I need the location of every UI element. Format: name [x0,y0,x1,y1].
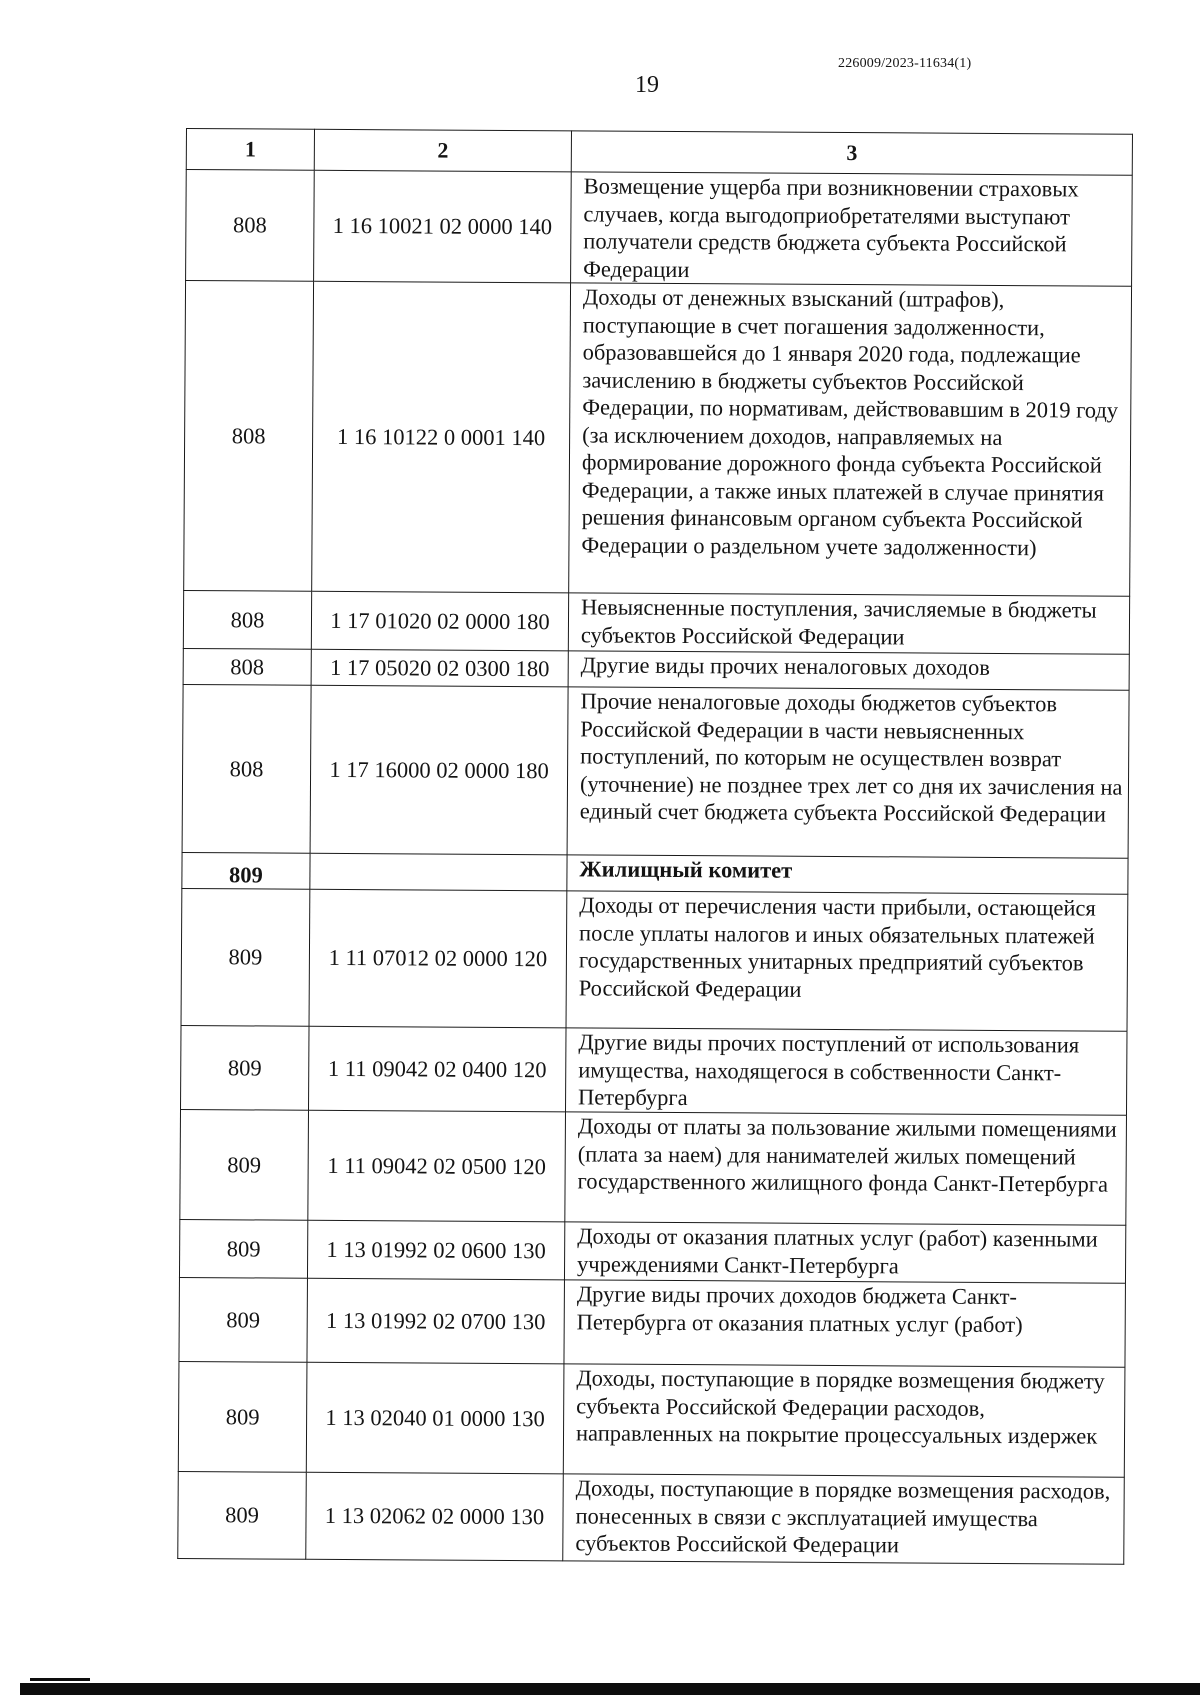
admin-code-cell: 809 [178,1361,307,1472]
description-cell: Прочие неналоговые доходы бюджетов субъектов Российской Федерации в части невыясненных поступлений, по которым не осуществлен возврат (уточнение) не позднее трех лет со дня их зачисления на единый счет бюджета субъекта Российской Федерации [567,687,1129,858]
table-row [182,684,1129,858]
budget-code-cell: 1 16 10122 0 0001 140 [312,281,571,593]
admin-code-cell: 809 [182,852,310,889]
column-header-3: 3 [571,131,1132,175]
description-cell: Доходы от перечисления части прибыли, остающейся после уплаты налогов и иных обязательных платежей государственных унитарных предприятий субъектов Российской Федерации [566,891,1128,1031]
table-row [178,1361,1125,1477]
admin-code-cell: 809 [179,1219,307,1278]
budget-code-cell: 1 13 02062 02 0000 130 [306,1472,564,1561]
description-cell: Доходы от платы за пользование жилыми помещениями (плата за наем) для нанимателей жилых помещений государственного жилищного фонда Санкт-Петербурга [565,1112,1127,1225]
budget-code-cell [310,853,567,891]
budget-code-cell: 1 13 02040 01 0000 130 [306,1362,564,1474]
description-cell: Невыясненные поступления, зачисляемые в бюджеты субъектов Российской Федерации [568,593,1129,654]
table-header-row [186,129,1132,176]
description-cell: Возмещение ущерба при возникновении страховых случаев, когда выгодоприобретателями выступают получатели средств бюджета субъекта Российской Федерации [571,172,1133,286]
table-row [181,888,1128,1031]
revenue-codes-table [177,128,1133,1565]
table-row [186,170,1133,287]
admin-code-cell: 808 [182,684,311,853]
budget-code-cell: 1 11 09042 02 0500 120 [308,1110,566,1222]
table-row [178,1471,1125,1564]
table-row [183,590,1129,654]
table-row [184,281,1132,597]
budget-code-cell: 1 11 07012 02 0000 120 [309,889,567,1028]
budget-code-cell: 1 17 16000 02 0000 180 [310,685,568,855]
description-cell: Доходы, поступающие в порядке возмещения бюджету субъекта Российской Федерации расходов, направленных на покрытие процессуальных издержек [563,1364,1125,1477]
page-number: 19 [635,72,659,98]
admin-code-cell: 808 [186,170,315,282]
budget-code-cell: 1 13 01992 02 0600 130 [307,1220,564,1280]
revenue-codes-table-wrapper [177,128,1132,1565]
admin-code-cell: 809 [180,1109,309,1220]
description-cell: Другие виды прочих поступлений от использования имущества, находящегося в собственности Санкт-Петербурга [565,1028,1127,1115]
budget-code-cell: 1 17 01020 02 0000 180 [311,591,568,651]
budget-code-cell: 1 16 10021 02 0000 140 [314,170,572,283]
admin-code-cell: 809 [181,1025,310,1110]
admin-code-cell: 808 [183,648,311,685]
admin-code-cell: 809 [178,1471,307,1559]
description-cell: Другие виды прочих неналоговых доходов [568,651,1129,690]
scan-edge-bar [20,1683,1200,1695]
budget-code-cell: 1 11 09042 02 0400 120 [309,1026,567,1112]
section-header-row [182,852,1128,894]
description-cell: Доходы от оказания платных услуг (работ) казенными учреждениями Санкт-Петербурга [564,1222,1125,1283]
description-cell: Другие виды прочих доходов бюджета Санкт-Петербурга от оказания платных услуг (работ) [564,1280,1126,1367]
table-row [180,1109,1127,1225]
description-cell: Доходы, поступающие в порядке возмещения расходов, понесенных в связи с эксплуатацией имущества субъектов Российской Федерации [563,1474,1125,1564]
description-cell: Доходы от денежных взысканий (штрафов), поступающие в счет погашения задолженности, образовавшейся до 1 января 2020 года, подлежащие зачислению в бюджеты субъектов Российской Федерации, по нормативам, действовавшим в 2019 году (за исключением доходов, направляемых на формирование дорожного фонда субъекта Российской Федерации, а также иных платежей в случае принятия решения финансовым органом субъекта Российской Федерации о раздельном учете задолженности) [569,283,1132,596]
table-row [181,1025,1127,1115]
section-title-cell: Жилищный комитет [567,855,1128,894]
admin-code-cell: 808 [183,590,311,649]
table-row [183,648,1129,690]
budget-code-cell: 1 17 05020 02 0300 180 [311,649,568,687]
admin-code-cell: 808 [184,281,314,592]
table-row [179,1277,1125,1367]
admin-code-cell: 809 [181,888,310,1026]
column-header-2: 2 [314,129,571,172]
table-row [179,1219,1125,1283]
admin-code-cell: 809 [179,1277,308,1362]
document-number: 226009/2023-11634(1) [838,56,972,71]
column-header-1: 1 [186,129,314,171]
budget-code-cell: 1 13 01992 02 0700 130 [307,1278,565,1364]
